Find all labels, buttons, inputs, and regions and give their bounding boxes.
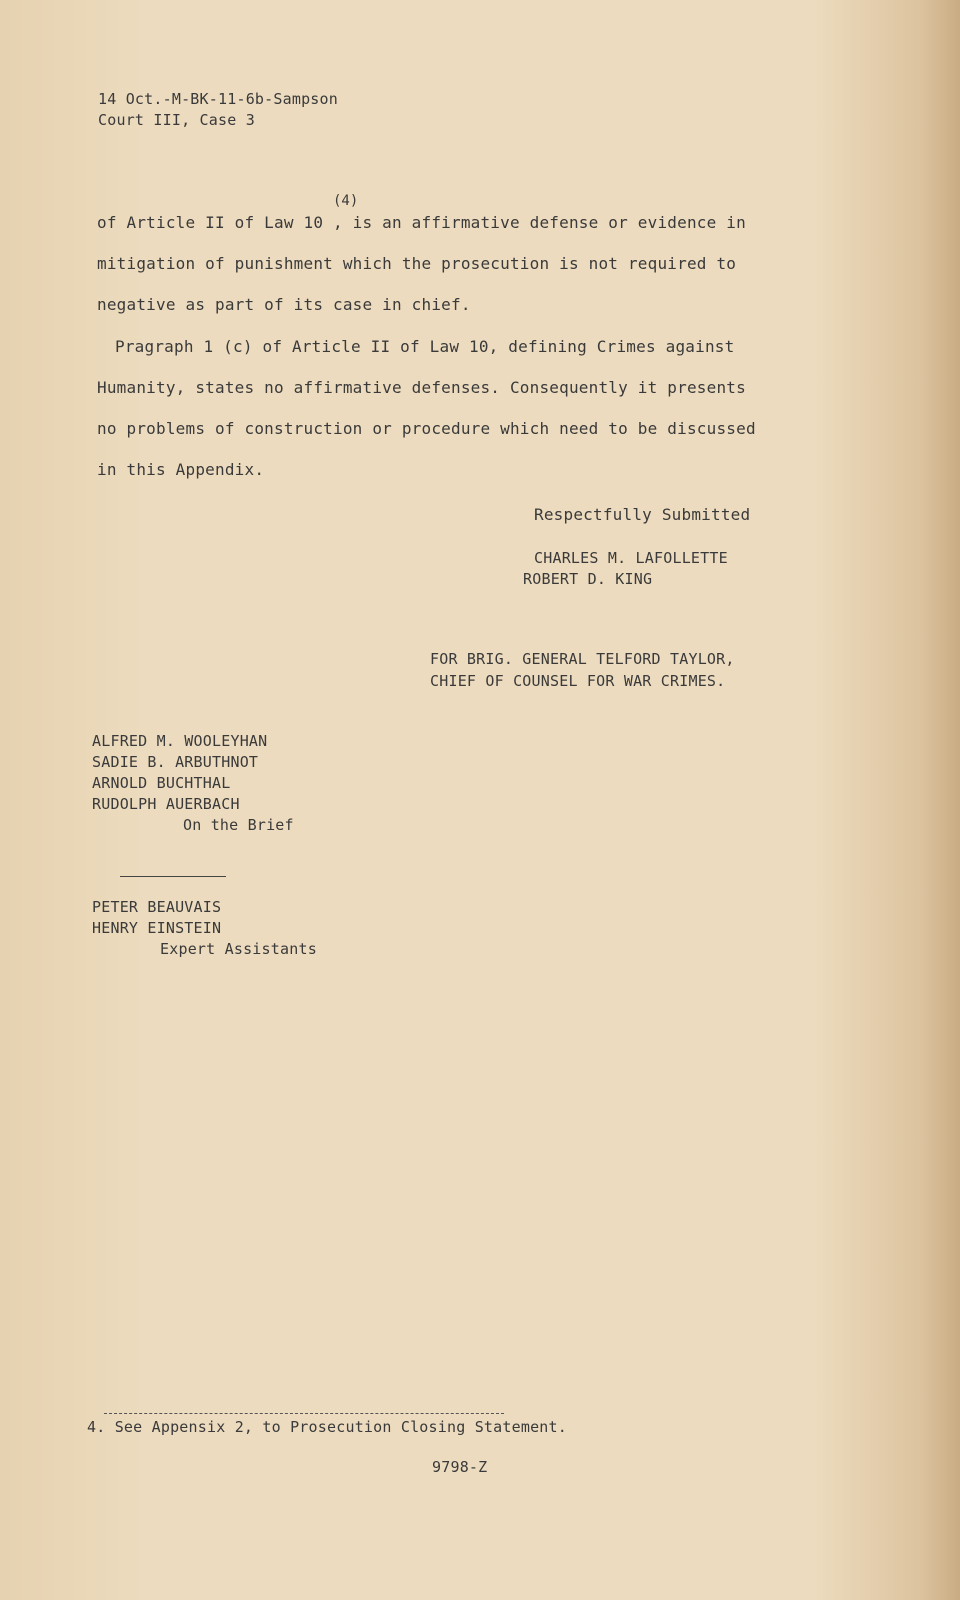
footnote-text: 4. See Appensix 2, to Prosecution Closing Statement. xyxy=(87,1418,567,1436)
body-line-3: negative as part of its case in chief. xyxy=(97,295,471,314)
body-line-6: no problems of construction or procedure which need to be discussed xyxy=(97,419,756,438)
brief-name-3: ARNOLD BUCHTHAL xyxy=(92,774,231,792)
separator-rule xyxy=(120,876,226,877)
expert-caption: Expert Assistants xyxy=(160,940,317,958)
brief-name-4: RUDOLPH AUERBACH xyxy=(92,795,240,813)
signature-name-1: CHARLES M. LAFOLLETTE xyxy=(534,549,728,567)
header-court-line: Court III, Case 3 xyxy=(98,111,255,129)
body-line-4: Pragraph 1 (c) of Article II of Law 10, defining Crimes against xyxy=(115,337,735,356)
body-line-7: in this Appendix. xyxy=(97,460,265,479)
brief-name-1: ALFRED M. WOOLEYHAN xyxy=(92,732,268,750)
header-ref-line: 14 Oct.-M-BK-11-6b-Sampson xyxy=(98,90,338,108)
signature-closing: Respectfully Submitted xyxy=(534,505,751,524)
footnote-marker: (4) xyxy=(333,193,359,209)
for-line-1: FOR BRIG. GENERAL TELFORD TAYLOR, xyxy=(430,650,735,668)
expert-name-1: PETER BEAUVAIS xyxy=(92,898,222,916)
brief-caption: On the Brief xyxy=(183,816,294,834)
brief-name-2: SADIE B. ARBUTHNOT xyxy=(92,753,259,771)
body-line-1: of Article II of Law 10 , is an affirmative defense or evidence in xyxy=(97,213,746,232)
expert-name-2: HENRY EINSTEIN xyxy=(92,919,222,937)
for-line-2: CHIEF OF COUNSEL FOR WAR CRIMES. xyxy=(430,672,726,690)
signature-name-2: ROBERT D. KING xyxy=(523,570,653,588)
footnote-separator xyxy=(104,1413,504,1414)
body-line-5: Humanity, states no affirmative defenses. Consequently it presents xyxy=(97,378,746,397)
page-number: 9798-Z xyxy=(432,1458,488,1476)
body-line-2: mitigation of punishment which the prosecution is not required to xyxy=(97,254,737,273)
